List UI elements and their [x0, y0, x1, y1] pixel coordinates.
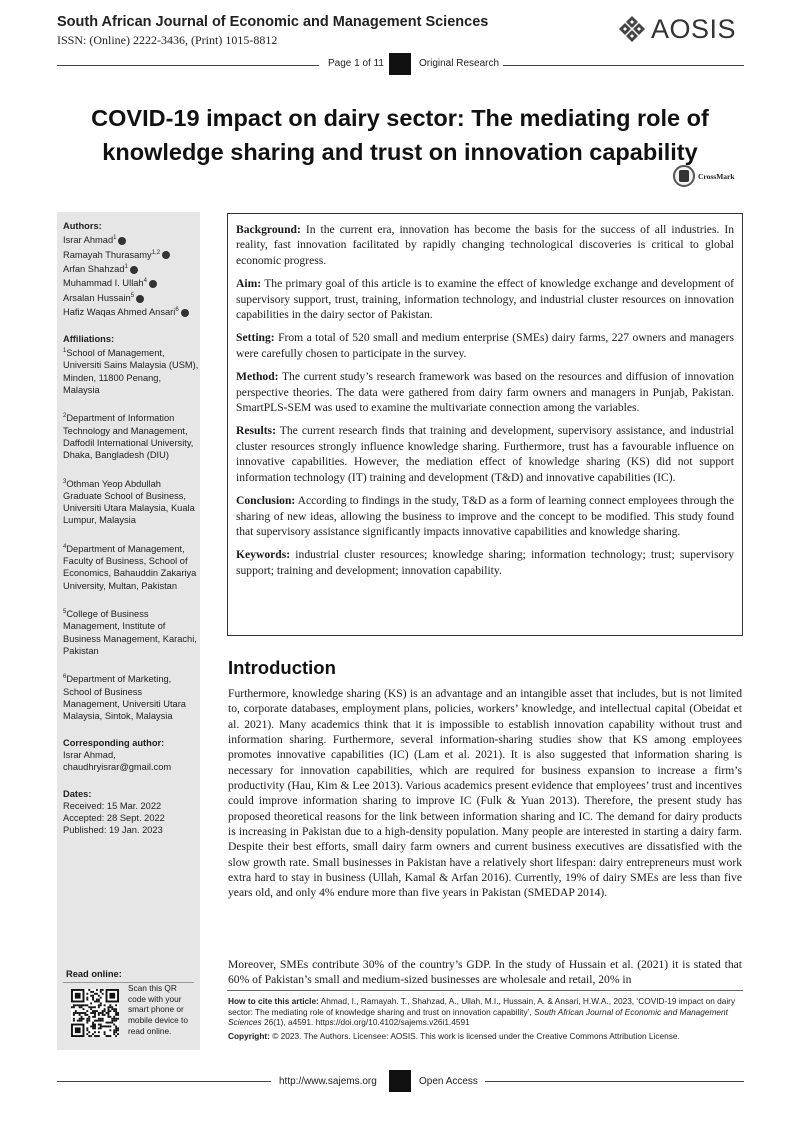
- journal-title: South African Journal of Economic and Management Sciences: [57, 14, 489, 30]
- read-online-text: Scan this QR code with your smart phone or mobile device to read online.: [128, 983, 188, 1036]
- affiliation-number: 6: [63, 674, 67, 681]
- abstract-text: In the current era, innovation has become the basis for the success of all industries. In reality, fast innovation facilitated by rapidly changing technological discoveries is critical to global economic progress.: [236, 223, 734, 267]
- affiliation-item: [63, 541, 200, 592]
- affiliation-text: School of Management, Universiti Sains Malaysia (USM), Minden, 11800 Penang, Malaysia: [63, 348, 199, 395]
- affiliation-item: [63, 410, 200, 461]
- citation-text: Ahmad, I., Ramayah. T., Shahzad, A., Ullah, M.I., Hussain, A. & Ansari, H.W.A., 2023, ‘COVID-19 impact on dairy sector: The mediating role of knowledge sharing and trust on innovation capability’,: [228, 996, 736, 1017]
- citation-journal: South African Journal of Economic and Management Sciences: [228, 1006, 728, 1028]
- abstract-section: [236, 222, 734, 268]
- abstract-label: Aim:: [236, 277, 262, 291]
- abstract-label: Method:: [236, 370, 279, 384]
- copyright: [228, 1031, 744, 1041]
- author-name: Muhammad I. Ullah: [63, 278, 144, 289]
- affiliation-text: Department of Management, Faculty of Business, School of Economics, Bahauddin Zakariya University, Multan, Pakistan: [63, 543, 197, 591]
- header-rule-right: [503, 65, 744, 66]
- abstract-label: Setting:: [236, 331, 275, 345]
- abstract-label: Background:: [236, 223, 301, 236]
- read-online-block: [57, 965, 200, 1050]
- introduction-heading: Introduction: [228, 657, 336, 678]
- affiliation-number: 2: [63, 413, 67, 420]
- author-affiliation-number: 1: [113, 235, 117, 242]
- header-rule-left: [57, 65, 319, 66]
- affiliation-text: Othman Yeop Abdullah Graduate School of Business, Universiti Utara Malaysia, Kuala Lumpur, Malaysia: [63, 478, 195, 526]
- crossmark-badge[interactable]: [673, 165, 735, 187]
- affiliation-number: 4: [63, 543, 67, 550]
- abstract-text: From a total of 520 small and medium enterprise (SMEs) dairy farms, 227 owners and managers were carefully chosen to participate in the survey.: [236, 331, 734, 360]
- author-item: [63, 304, 200, 318]
- author-item: [63, 232, 200, 246]
- affiliation-text: College of Business Management, Institute of Business Management, Karachi, Pakistan: [63, 609, 197, 657]
- abstract-box: [227, 213, 743, 636]
- affiliation-item: [63, 345, 200, 396]
- footer-square: [389, 1070, 411, 1092]
- dates-block: [63, 788, 200, 837]
- author-name: Ramayah Thurasamy: [63, 249, 152, 260]
- abstract-section: [236, 547, 734, 578]
- citation-volume: 26: [263, 1017, 274, 1028]
- affiliation-text: Department of Marketing, School of Business Management, Universiti Utara Malaysia, Sintok, Malaysia: [63, 674, 186, 722]
- abstract-section: [236, 423, 734, 485]
- abstract-text: According to findings in the study, T&D as a form of learning connect employees through the sharing of new ideas, allowing the business to improve and the concept to be modified. This study found that supervisory assistance significantly impacts innovative capabilities and knowledge sharing.: [236, 494, 734, 538]
- author-item: [63, 261, 200, 275]
- affiliation-item: [63, 476, 200, 527]
- aosis-logo-icon: [617, 14, 647, 44]
- orcid-icon[interactable]: [118, 237, 126, 245]
- affiliations-list: [63, 345, 200, 723]
- affiliation-text: Department of Information Technology and Management, Daffodil International University, Dhaka, Bangladesh (DIU): [63, 413, 194, 461]
- affiliation-number: 5: [63, 609, 67, 616]
- publisher-logo: [617, 14, 745, 44]
- footer-rule-left: [57, 1081, 271, 1082]
- author-item: [63, 275, 200, 289]
- date-published: Published: 19 Jan. 2023: [63, 825, 163, 836]
- affiliations-heading: Affiliations:: [63, 333, 115, 344]
- corresponding-block: [63, 737, 200, 774]
- author-affiliation-number: 1: [124, 264, 128, 271]
- affiliation-number: 3: [63, 478, 67, 485]
- author-affiliation-number: 5: [130, 292, 135, 299]
- authors-block: [63, 220, 200, 319]
- author-affiliation-number: 6: [175, 307, 179, 314]
- sidebar: [57, 212, 200, 1050]
- orcid-icon[interactable]: [149, 280, 157, 288]
- abstract-section: [236, 369, 734, 415]
- author-item: [63, 290, 200, 304]
- orcid-icon[interactable]: [162, 251, 170, 259]
- orcid-icon[interactable]: [136, 295, 144, 303]
- abstract-text: The primary goal of this article is to examine the effect of knowledge exchange and development of supervisory support, trust, training, information technology, and industrial cluster resources on innovation capabilities in the dairy sector of Pakistan.: [236, 277, 734, 322]
- date-accepted: Accepted: 28 Sept. 2022: [63, 813, 165, 824]
- affiliation-item: [63, 671, 200, 722]
- citation: [228, 996, 744, 1028]
- authors-heading: Authors:: [63, 221, 102, 231]
- copyright-text: © 2023. The Authors. Licensee: AOSIS. This work is licensed under the Creative Commons Attribution License.: [272, 1031, 680, 1041]
- article-title: COVID-19 impact on dairy sector: The mediating role of knowledge sharing and trust on innovation capability: [91, 105, 709, 165]
- copyright-label: Copyright:: [228, 1031, 270, 1041]
- introduction-paragraph-2: Moreover, SMEs contribute 30% of the country’s GDP. In the study of Hussain et al. (2021) it is stated that 60% of Pakistan’s small and medium-sized businesses are wholesale and retail, 20% in: [228, 958, 742, 987]
- logo-text: AOSIS: [651, 13, 737, 44]
- abstract-label: Keywords:: [236, 548, 291, 562]
- author-name: Arfan Shahzad: [63, 264, 125, 275]
- author-item: [63, 247, 200, 261]
- authors-list: [63, 232, 200, 318]
- author-affiliation-number: 1,2: [151, 249, 161, 256]
- header-square: [389, 53, 411, 75]
- dates-heading: Dates:: [63, 788, 92, 799]
- section-label: Original Research: [419, 58, 500, 69]
- corresponding-email[interactable]: chaudhryisrar@gmail.com: [63, 762, 172, 773]
- crossmark-icon: [673, 165, 695, 187]
- qr-code-icon[interactable]: [71, 989, 119, 1037]
- read-online-heading: Read online:: [66, 969, 122, 979]
- abstract-text: industrial cluster resources; knowledge sharing; information technology; trust; supervisory support; training and development; innovation capability.: [236, 548, 734, 577]
- abstract-text: The current study’s research framework was based on the resources and diffusion of innovation perspective theories. The data were gathered from dairy farm owners and managers in Punjab, Pakistan. SmartPLS-SEM was used to examine the multivariate connection among the variables.: [236, 370, 734, 415]
- abstract-section: [236, 493, 734, 539]
- abstract-label: Conclusion:: [236, 494, 296, 508]
- author-name: Arsalan Hussain: [63, 292, 131, 303]
- abstract-section: [236, 276, 734, 322]
- orcid-icon[interactable]: [181, 309, 189, 317]
- corresponding-heading: Corresponding author:: [63, 737, 165, 748]
- abstract-label: Results:: [236, 424, 276, 438]
- footer-access: Open Access: [419, 1076, 478, 1087]
- affiliation-item: [63, 606, 200, 657]
- corresponding-name: Israr Ahmad,: [63, 749, 116, 760]
- citation-rest[interactable]: (1), a4591. https://doi.org/10.4102/sajems.v26i1.4591: [273, 1017, 470, 1028]
- author-name: Israr Ahmad: [63, 235, 114, 246]
- citation-label: How to cite this article:: [228, 996, 319, 1006]
- footer-rule-right: [485, 1081, 744, 1082]
- author-affiliation-number: 4: [143, 278, 147, 285]
- page-number: Page 1 of 11: [328, 58, 384, 69]
- orcid-icon[interactable]: [130, 266, 138, 274]
- date-received: Received: 15 Mar. 2022: [63, 800, 162, 811]
- abstract-section: [236, 330, 734, 361]
- issn: ISSN: (Online) 2222-3436, (Print) 1015-8812: [57, 33, 278, 47]
- abstract-text: The current research finds that training and development, supervisory assistance, and industrial cluster resources strongly influence knowledge sharing. Furthermore, trust has a favourable influence on innovative capabilities. However, the mediation effect of knowledge sharing (KS) did not support information technology (IT) training and development (T&D) and innovative capabilities (IC).: [236, 424, 734, 484]
- footer-url[interactable]: http://www.sajems.org: [279, 1076, 377, 1087]
- affiliation-number: 1: [63, 347, 67, 354]
- introduction-paragraph-1: Furthermore, knowledge sharing (KS) is an advantage and an intangible asset that includes, but is not limited to, corporate databases, employment plans, policies, workers’ knowledge, and intellectual capital (Obeidat et al. 2021). Many academics think that it is impossible to establish innovation capability without trust and information sharing. Furthermore, several information-sharing studies show that KS among employees promotes innovative capabilities (IC) (Lam et al. 2021). It is also suggested that information sharing is necessary for innovation capabilities, which are required for business expansion to increase a firm’s productivity (Hau, Kim & Lee 2013). Various academics present evidence that employees’ trust and incentives could improve information sharing to improve IC (Fulk & Yuan 2013). Therefore, the present study has proposed theoretical reasons for the link between information sharing and IC. The demand for dairy products is increasing in Pakistan due to a high-density population. Many people are interested in starting a dairy farm. Despite their best efforts, small dairy farm owners and current business executives are dissatisfied with the slow growth rate. Small businesses in Pakistan have a relatively short lifespan: dairy entrepreneurs must work extra hard to stay in business (Ullah, Kamal & Arfan 2016). Currently, 19% of dairy SMEs are less than five years old, and only 4% endure more than five years in Pakistan (SMEDAP 2014).: [228, 687, 742, 900]
- affiliations-block: [63, 333, 200, 723]
- crossmark-label: CrossMark: [698, 171, 735, 181]
- author-name: Hafiz Waqas Ahmed Ansari: [63, 307, 176, 318]
